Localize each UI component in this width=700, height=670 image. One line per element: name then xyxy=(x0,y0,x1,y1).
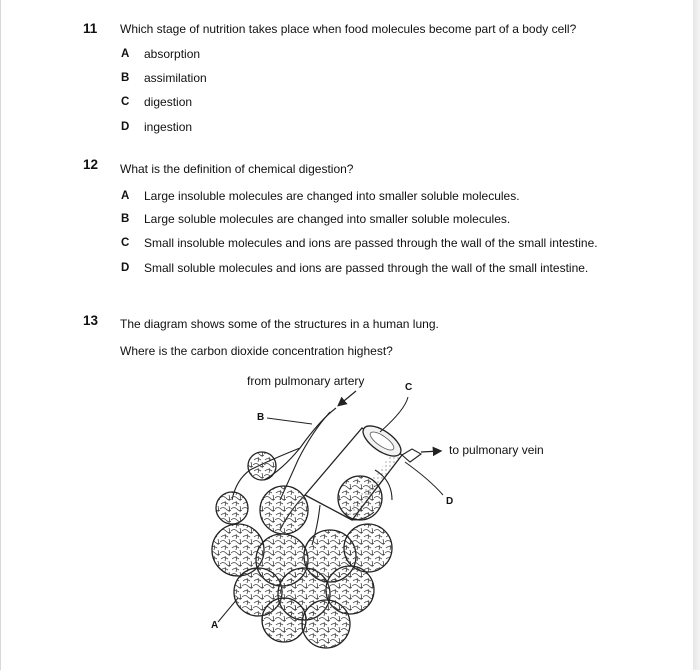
vein-arrow xyxy=(421,451,440,452)
label-a: A xyxy=(211,620,219,631)
label-to-pulmonary-vein: to pulmonary vein xyxy=(449,443,544,457)
artery-arrow xyxy=(339,391,356,405)
option-letter[interactable]: B xyxy=(121,213,130,225)
leader-a xyxy=(218,598,238,622)
label-d: D xyxy=(446,496,454,507)
label-from-pulmonary-artery: from pulmonary artery xyxy=(247,374,365,388)
option-letter[interactable]: C xyxy=(121,237,130,249)
option-text[interactable]: Small insoluble molecules and ions are passed through the wall of the small intestine. xyxy=(144,236,598,250)
question-text: What is the definition of chemical digestion? xyxy=(120,162,354,176)
leader-d xyxy=(405,462,443,495)
option-letter[interactable]: D xyxy=(121,262,130,274)
option-letter[interactable]: C xyxy=(121,96,130,108)
question-text: The diagram shows some of the structures in a human lung. xyxy=(120,317,439,331)
option-text[interactable]: Small soluble molecules and ions are passed through the wall of the small intestine. xyxy=(144,261,589,275)
label-b: B xyxy=(257,412,265,423)
option-text[interactable]: Large insoluble molecules are changed into smaller soluble molecules. xyxy=(144,189,520,203)
question-number: 11 xyxy=(83,21,98,36)
option-letter[interactable]: B xyxy=(121,72,130,84)
option-text[interactable]: ingestion xyxy=(144,120,193,134)
question-number: 12 xyxy=(83,157,99,172)
option-text[interactable]: Large soluble molecules are changed into smaller soluble molecules. xyxy=(144,212,511,226)
question-number: 13 xyxy=(83,313,99,328)
question-prompt: Where is the carbon dioxide concentration highest? xyxy=(120,344,393,358)
vein-vessel xyxy=(402,449,421,462)
leader-b xyxy=(267,418,312,424)
leader-c xyxy=(380,397,408,432)
question-text: Which stage of nutrition takes place when food molecules become part of a body cell? xyxy=(120,22,577,36)
option-letter[interactable]: D xyxy=(121,121,130,133)
label-c: C xyxy=(405,382,413,393)
option-text[interactable]: digestion xyxy=(144,95,193,109)
option-letter[interactable]: A xyxy=(121,190,130,202)
option-text[interactable]: absorption xyxy=(144,47,201,61)
option-letter[interactable]: A xyxy=(121,48,130,60)
option-text[interactable]: assimilation xyxy=(144,71,207,85)
